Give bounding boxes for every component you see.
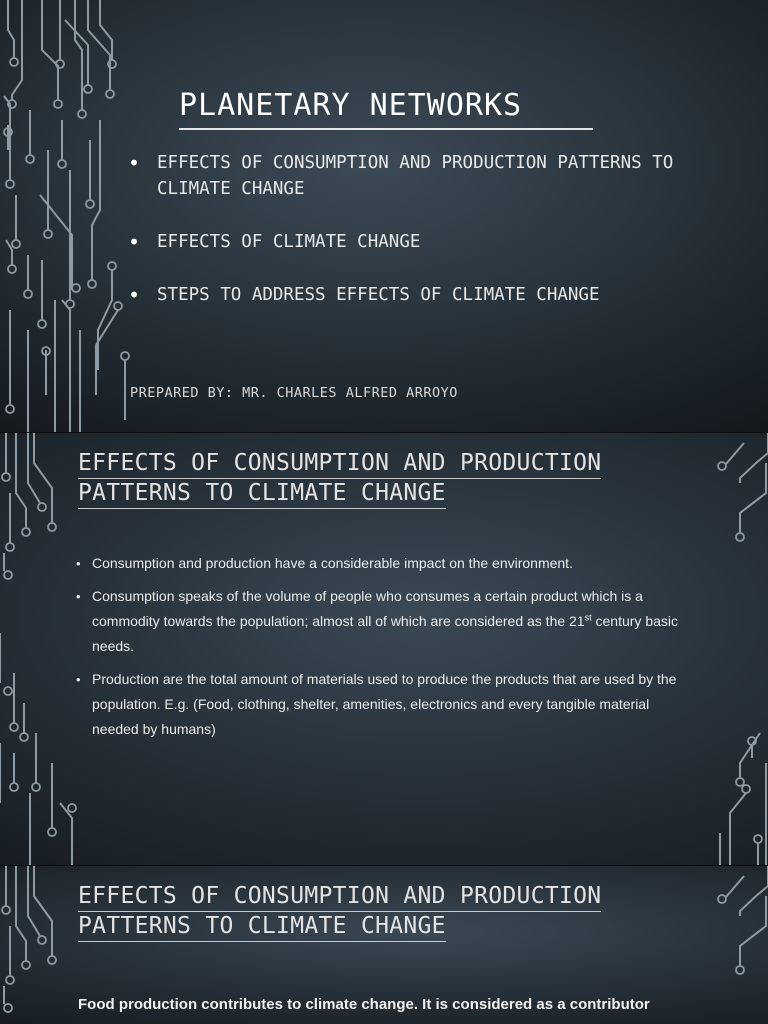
prepared-by: PREPARED BY: MR. CHARLES ALFRED ARROYO bbox=[130, 385, 458, 401]
content-list bbox=[76, 551, 686, 750]
circuit-decoration-left bbox=[0, 433, 80, 865]
title-line-2: PATTERNS TO CLIMATE CHANGE bbox=[78, 912, 446, 942]
list-item: • Production are the total amount of materials used to produce the products that are used by the population. E.g. (Food, clothing, shelter, amenities, electronics and every tangible material needed by humans) bbox=[76, 667, 686, 742]
title-line-1: EFFECTS OF CONSUMPTION AND PRODUCTION bbox=[78, 882, 601, 912]
list-item: • Consumption and production have a considerable impact on the environment. bbox=[76, 551, 686, 576]
bullet-dot-icon: • bbox=[128, 230, 141, 254]
circuit-decoration-right bbox=[700, 866, 768, 1024]
bullet-dot-icon: • bbox=[76, 672, 81, 687]
bullet-dot-icon: • bbox=[76, 589, 81, 604]
slide-title bbox=[78, 882, 601, 942]
slide-title: PLANETARY NETWORKS bbox=[179, 88, 523, 123]
bullet-dot-icon: • bbox=[76, 556, 81, 571]
title-underline bbox=[179, 128, 593, 130]
circuit-decoration-left bbox=[0, 0, 135, 432]
slide-title bbox=[78, 449, 601, 509]
title-line-2: PATTERNS TO CLIMATE CHANGE bbox=[78, 479, 446, 509]
content-slide bbox=[0, 433, 768, 865]
list-item: • EFFECTS OF CONSUMPTION AND PRODUCTION PATTERNS TO CLIMATE CHANGE bbox=[128, 151, 674, 199]
title-slide bbox=[0, 0, 768, 432]
content-slide bbox=[0, 866, 768, 1024]
bullet-dot-icon: • bbox=[128, 151, 141, 175]
circuit-decoration-right bbox=[700, 433, 768, 865]
circuit-decoration-left bbox=[0, 866, 80, 1024]
list-item: • STEPS TO ADDRESS EFFECTS OF CLIMATE CHANGE bbox=[128, 283, 600, 307]
bullet-dot-icon: • bbox=[128, 283, 141, 307]
title-line-1: EFFECTS OF CONSUMPTION AND PRODUCTION bbox=[78, 449, 601, 479]
topic-list bbox=[128, 150, 688, 335]
body-paragraph: Food production contributes to climate change. It is considered as a contributor bbox=[78, 996, 650, 1013]
list-item: • EFFECTS OF CLIMATE CHANGE bbox=[128, 230, 421, 254]
list-item: • Consumption speaks of the volume of people who consumes a certain product which is a commodity towards the population; almost all of which are considered as the 21st century basic needs. bbox=[76, 584, 686, 659]
